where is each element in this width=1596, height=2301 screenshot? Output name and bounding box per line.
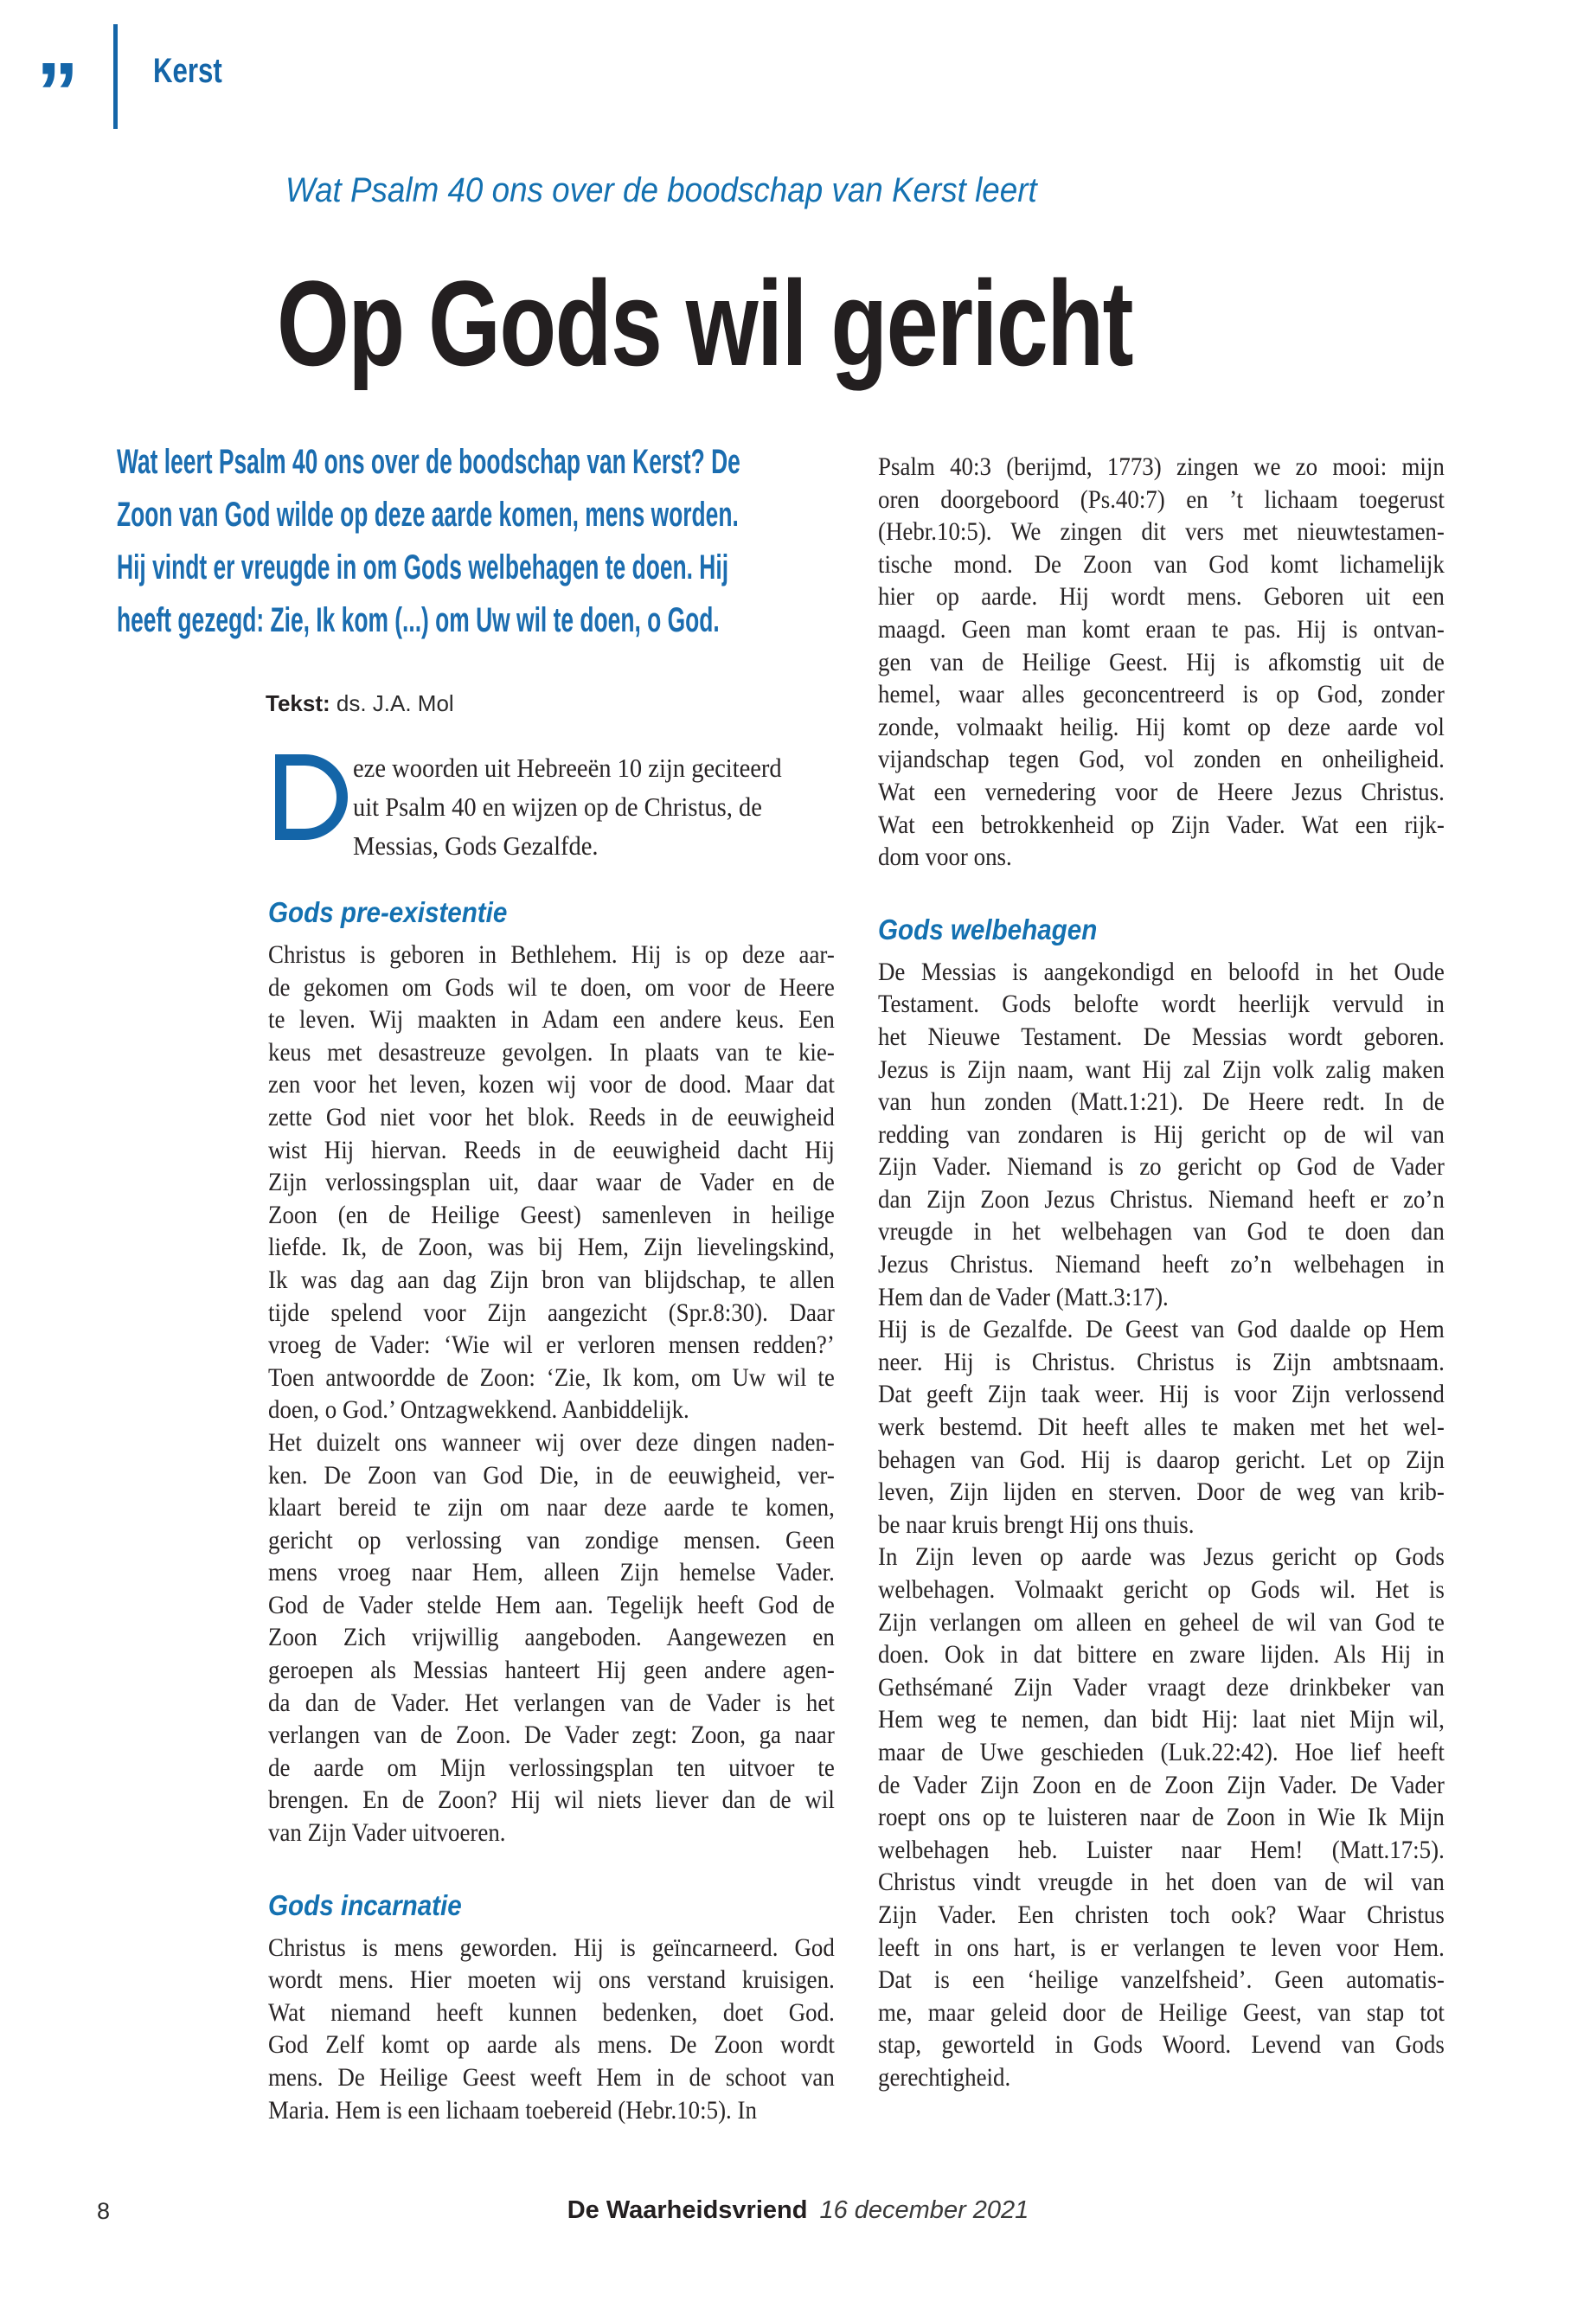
text-line: Psalm 40:3 (berijmd, 1773) zingen we zo mooi: mijn — [878, 452, 1445, 481]
text-line: Zijn verlangen om alleen en geheel de wil van God te — [878, 1607, 1445, 1637]
dropcap-letter-d — [275, 754, 348, 840]
text-line: Zijn Vader. Niemand is zo gericht op God de Vader — [878, 1152, 1445, 1182]
text-line: mens. De Heilige Geest weeft Hem in de schoot van — [268, 2063, 835, 2092]
text-line: Christus vindt vreugde in het doen van de wil van — [878, 1868, 1445, 1897]
text-line: Toen antwoordde de Zoon: ‘Zie, Ik kom, om Uw wil te — [268, 1362, 835, 1392]
text-line: Zoon Zich vrijwillig aangeboden. Aangewezen en — [268, 1623, 835, 1652]
text-line: roept ons op te luisteren naar de Zoon in Wie Ik Mijn — [878, 1803, 1445, 1832]
text-line: klaart bereid te zijn om naar deze aarde te komen, — [268, 1493, 835, 1522]
text-line: verlangen van de Zoon. De Vader zegt: Zoon, ga naar — [268, 1721, 835, 1750]
text-line: dom voor ons. — [878, 843, 1012, 872]
text-line: tische mond. De Zoon van God komt lichamelijk — [878, 549, 1445, 579]
text-line: mens vroeg naar Hem, alleen Zijn hemelse Vader. — [268, 1558, 835, 1587]
text-line: Zijn Vader. Een christen toch ook? Waar Christus — [878, 1900, 1445, 1929]
text-line: vreugde in het welbehagen van God te doen dan — [878, 1217, 1445, 1247]
text-line: hier op aarde. Hij wordt mens. Geboren uit een — [878, 582, 1445, 612]
byline-author: ds. J.A. Mol — [336, 690, 454, 716]
text-line: de Vader Zijn Zoon en de Zoon Zijn Vader. De Vader — [878, 1770, 1445, 1799]
text-line: Zijn verlossingsplan uit, daar waar de Vader en de — [268, 1168, 835, 1197]
text-line: gen van de Heilige Geest. Hij is afkomstig uit de — [878, 647, 1445, 676]
paragraph — [268, 1426, 835, 1849]
text-line: (Hebr.10:5). We zingen dit vers met nieuwtestamen- — [878, 517, 1445, 547]
text-line: heeft gezegd: Zie, Ik kom (...) om Uw wil te doen, o God. — [117, 601, 720, 639]
text-line: maar de Uwe geschieden (Luk.22:42). Hoe lief heeft — [878, 1737, 1445, 1766]
paragraph — [878, 956, 1445, 1314]
issue-date: 16 december 2021 — [819, 2196, 1029, 2224]
text-line: maagd. Geen man komt eraan te pas. Hij is ontvan- — [878, 614, 1445, 644]
text-line: Ik was dag aan dag Zijn bron van blijdschap, te allen — [268, 1265, 835, 1294]
text-line: be naar kruis brengt Hij ons thuis. — [878, 1509, 1195, 1539]
byline-label: Tekst: — [266, 690, 330, 716]
paragraph — [268, 939, 835, 1426]
text-line: hemel, waar alles geconcentreerd is op God, zonder — [878, 680, 1445, 709]
text-line: keus met desastreuze gevolgen. In plaats van te kie- — [268, 1037, 835, 1067]
article-intro — [117, 436, 822, 647]
text-line: de gekomen om Gods wil te doen, om voor de Heere — [268, 972, 835, 1002]
text-line: God de Vader stelde Hem aan. Tegelijk heeft God de — [268, 1590, 835, 1619]
text-line: Hem weg te nemen, dan bidt Hij: laat niet Mijn wil, — [878, 1705, 1445, 1734]
article-column-left — [268, 895, 835, 2126]
text-line: brengen. En de Zoon? Hij wil niets liever dan de wil — [268, 1785, 835, 1815]
lead-paragraph — [353, 748, 840, 865]
text-line: me, maar geleid door de Heilige Geest, van stap tot — [878, 1997, 1445, 2027]
section-heading: Gods welbehagen — [878, 913, 1098, 945]
header-divider — [113, 24, 118, 129]
text-line: wordt mens. Hier moeten wij ons verstand kruisigen. — [268, 1965, 835, 1995]
text-line: Jezus Christus. Niemand heeft zo’n welbehagen in — [878, 1250, 1445, 1279]
text-line: gericht op verlossing van zondige mensen. Geen — [268, 1525, 835, 1554]
text-line: zonde, volmaakt heilig. Hij komt op deze aarde vol — [878, 712, 1445, 741]
section-heading: Gods incarnatie — [268, 1888, 462, 1921]
text-line: het Nieuwe Testament. De Messias wordt geboren. — [878, 1022, 1445, 1051]
text-line: Jezus is Zijn naam, want Hij zal Zijn volk zalig maken — [878, 1054, 1445, 1084]
section-heading: Gods pre-existentie — [268, 896, 508, 928]
text-line: Dat geeft Zijn taak weer. Hij is voor Zijn verlossend — [878, 1380, 1445, 1409]
text-line: wist Hij hiervan. Reeds in de eeuwigheid dacht Hij — [268, 1135, 835, 1164]
article-title: Op Gods wil gericht — [277, 255, 1132, 391]
text-line: vroeg de Vader: ‘Wie wil er verloren mensen redden?’ — [268, 1330, 835, 1360]
paragraph — [878, 1313, 1445, 1541]
text-line: gerechtigheid. — [878, 2062, 1011, 2092]
text-line: Wat niemand heeft kunnen bedenken, doet God. — [268, 1997, 835, 2027]
category-label: Kerst — [153, 52, 222, 90]
text-line: doen, o God.’ Ontzagwekkend. Aanbiddelijk. — [268, 1395, 689, 1425]
page-footer — [0, 2195, 1596, 2226]
text-line: eze woorden uit Hebreeën 10 zijn geciteerd — [353, 753, 782, 783]
text-line: Wat leert Psalm 40 ons over de boodschap van Kerst? De — [117, 443, 740, 481]
article-column-right — [878, 451, 1445, 2094]
text-line: leven, Zijn lijden en sterven. Door de weg van krib- — [878, 1477, 1445, 1507]
text-line: Hij vindt er vreugde in om Gods welbehagen te doen. Hij — [117, 548, 729, 586]
text-line: In Zijn leven op aarde was Jezus gericht op Gods — [878, 1542, 1445, 1572]
text-line: Testament. Gods belofte wordt heerlijk vervuld in — [878, 990, 1445, 1019]
text-line: Zoon van God wilde op deze aarde komen, mens worden. — [117, 496, 739, 534]
text-line: oren doorgeboord (Ps.40:7) en ’t lichaam toegerust — [878, 484, 1445, 514]
text-line: dan Zijn Zoon Jezus Christus. Niemand heeft er zo’n — [878, 1184, 1445, 1214]
quote-icon: ” — [36, 45, 79, 140]
text-line: welbehagen. Volmaakt gericht op Gods wil. Het is — [878, 1575, 1445, 1604]
kicker: Wat Psalm 40 ons over de boodschap van Kerst leert — [285, 171, 1037, 209]
text-line: Messias, Gods Gezalfde. — [353, 830, 599, 861]
text-line: doen. Ook in dat bittere en zware lijden. Als Hij in — [878, 1640, 1445, 1670]
paragraph — [878, 451, 1445, 874]
text-line: liefde. Ik, de Zoon, was bij Hem, Zijn lievelingskind, — [268, 1233, 835, 1262]
text-line: God Zelf komt op aarde als mens. De Zoon wordt — [268, 2030, 835, 2060]
text-line: De Messias is aangekondigd en beloofd in het Oude — [878, 957, 1445, 986]
paragraph — [878, 1541, 1445, 2093]
text-line: van Zijn Vader uitvoeren. — [268, 1818, 506, 1848]
text-line: uit Psalm 40 en wijzen op de Christus, de — [353, 792, 762, 822]
text-line: behagen van God. Hij is daarop gericht. Let op Zijn — [878, 1445, 1445, 1474]
text-line: ken. De Zoon van God Die, in de eeuwigheid, ver- — [268, 1460, 835, 1490]
text-line: Het duizelt ons wanneer wij over deze dingen naden- — [268, 1427, 835, 1457]
text-line: zen voor het leven, kozen wij voor de dood. Maar dat — [268, 1070, 835, 1099]
text-line: zette God niet voor het blok. Reeds in de eeuwigheid — [268, 1102, 835, 1131]
text-line: Hem dan de Vader (Matt.3:17). — [878, 1282, 1169, 1311]
text-line: Christus is geboren in Bethlehem. Hij is op deze aar- — [268, 940, 835, 969]
text-line: stap, geworteld in Gods Woord. Levend van Gods — [878, 2030, 1445, 2060]
text-line: redding van zondaren is Hij gericht op de wil van — [878, 1119, 1445, 1149]
text-line: Wat een vernedering voor de Heere Jezus Christus. — [878, 777, 1445, 806]
text-line: leeft in ons hart, is er verlangen te leven voor Hem. — [878, 1932, 1445, 1962]
text-line: Dat is een ‘heilige vanzelfsheid’. Geen automatis- — [878, 1965, 1445, 1995]
page-number: 8 — [97, 2198, 111, 2224]
byline — [266, 690, 454, 717]
paragraph — [268, 1932, 835, 2127]
magazine-name: De Waarheidsvriend — [567, 2196, 808, 2224]
text-line: Maria. Hem is een lichaam toebereid (Hebr.10:5). In — [268, 2095, 757, 2125]
text-line: tijde spelend voor Zijn aangezicht (Spr.8:30). Daar — [268, 1298, 835, 1327]
text-line: Hij is de Gezalfde. De Geest van God daalde op Hem — [878, 1315, 1445, 1344]
text-line: de aarde om Mijn verlossingsplan ten uitvoer te — [268, 1753, 835, 1782]
text-line: vijandschap tegen God, vol zonden en onheiligheid. — [878, 745, 1445, 774]
text-line: Zoon (en de Heilige Geest) samenleven in heilige — [268, 1200, 835, 1229]
text-line: werk bestemd. Dit heeft alles te maken met het wel- — [878, 1413, 1445, 1442]
text-line: van hun zonden (Matt.1:21). De Heere redt. In de — [878, 1087, 1445, 1117]
text-line: te leven. Wij maakten in Adam een andere keus. Een — [268, 1005, 835, 1035]
text-line: geroepen als Messias hanteert Hij geen andere agen- — [268, 1656, 835, 1685]
text-line: neer. Hij is Christus. Christus is Zijn ambtsnaam. — [878, 1347, 1445, 1376]
text-line: da dan de Vader. Het verlangen van de Vader is het — [268, 1688, 835, 1717]
text-line: Christus is mens geworden. Hij is geïncarneerd. God — [268, 1932, 835, 1962]
text-line: Gethsémané Zijn Vader vraagt deze drinkbeker van — [878, 1672, 1445, 1702]
text-line: Wat een betrokkenheid op Zijn Vader. Wat een rijk- — [878, 810, 1445, 839]
text-line: welbehagen heb. Luister naar Hem! (Matt.17:5). — [878, 1835, 1445, 1864]
